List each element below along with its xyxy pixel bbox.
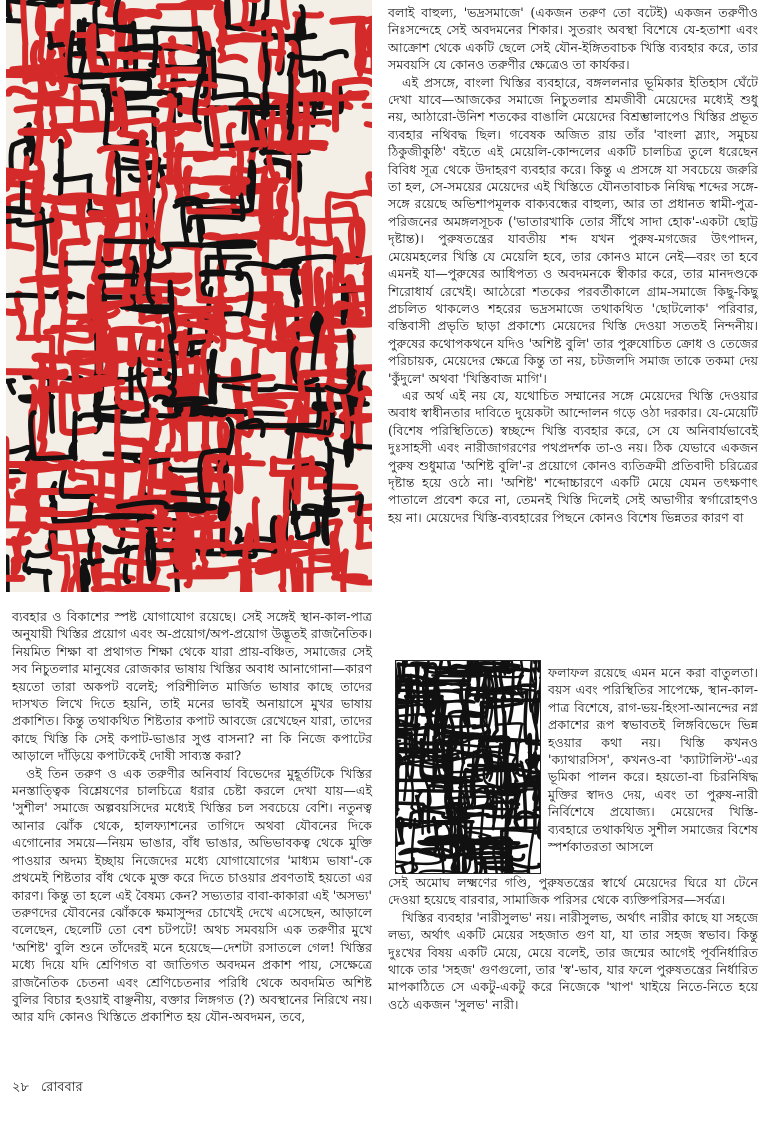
paragraph: খিস্তির ব্যবহার 'নারীসুলভ' নয়। নারীসুলভ, অর্থাৎ নারীর কাছে যা সহজে লভ্য, অর্থাৎ একটি মেয়ের সহজাত গুণ যা, যা তার সহজ স্বভাব। কিন্তু দুঃখের বিষয় একটি মেয়ে, মেয়ে বলেই, তার জন্মের আগেই পূর্বনির্ধারিত থাকে তার 'সহজ' গুণগুলো, তার 'স্ব'-ভাব, যার ফলে পুরুষতন্ত্রের নির্ধারিত মাপকাঠিতে সে একটু-একটু করে নিজেকে 'খাপ' খাইয়ে নিতে-নিতে হয়ে ওঠে একজন 'সুলভ' নারী। (388, 909, 758, 1012)
top-artwork (6, 0, 372, 592)
paragraph: ওই তিন তরুণ ও এক তরুণীর অনিবার্য বিভেদের মুহূর্তটিকে খিস্তির মনস্তাত্ত্বিক বিশ্লেষণের চালচিত্রে ধরার চেষ্টা করলে দেখা যায়—এই 'সুশীল' সমাজে অল্পবয়সিদের মধ্যেই খিস্তির চল সবচেয়ে বেশি। নতুনত্ব আনার ঝোঁক থেকে, হালফ্যাশনের তাগিদে অথবা যৌবনের দিকে এগোনোর সময়ে—নিয়ম ভাঙার, বাঁধ ভাঙার, অভিভাবকত্ব থেকে মুক্তি পাওয়ার অদম্য ইচ্ছায় নিজেদের মধ্যে যোগাযোগের 'মাধ্যম ভাষা'-কে প্রথমেই শিষ্টতার বাঁধ থেকে মুক্ত করে দিতে চাওয়ার প্রবণতাই হয়তো এর কারণ। কিন্তু তা হলে এই বৈষম্য কেন? সভ্যতার বাবা-কাকারা এই 'অসভ্য' তরুণদের যৌবনের ঝোঁককে ক্ষমাসুন্দর চোখেই দেখে এসেছেন, আড়ালে বলেছেন, ছেলেটি তো বেশ চটপটে! অথচ সমবয়সি এক তরুণীর মুখে 'অশিষ্ট' বুলি শুনে তাঁদেরই মনে হয়েছে—দেশটা রসাতলে গেল! খিস্তির মধ্যে দিয়ে যদি শ্রেণিগত বা জাতিগত অবদমন প্রকাশ পায়, সেক্ষেত্রে রাজনৈতিক চেতনা এবং শ্রেণিচেতনার পরিধি থেকে অবদমিত অশিষ্ট বুলির বিচার হওয়াই বাঞ্ছনীয়, বক্তার লিঙ্গগত (?) অবস্থানের নিরিখে নয়। আর যদি কোনও খিস্তিতে প্রকাশিত হয় যৌন-অবদমন, তবে, (12, 765, 372, 1025)
right-column-bottom (388, 874, 758, 1060)
paragraph: ফলাফল রয়েছে এমন মনে করা বাতুলতা। বয়স এবং পরিস্থিতির সাপেক্ষে, স্থান-কাল-পাত্র বিশেষে, রাগ-ভয়-হিংসা-আনন্দের নগ্ন প্রকাশের রূপ স্বভাবতই লিঙ্গবিভেদে ভিন্ন হওয়ার কথা নয়। খিস্তি কখনও 'ক্যাথারসিস', কখনও-বা 'ক্যাটালিস্ট'-এর ভূমিকা পালন করে। হয়তো-বা চিরনিষিদ্ধ মুক্তির স্বাদও দেয়, এবং তা পুরুষ-নারী নির্বিশেষে প্রযোজ্য। মেয়েদের খিস্তি-ব্যবহারে তথাকথিত সুশীল সমাজের বিশেষ স্পর্শকাতরতা আসলে (548, 665, 758, 855)
inset-artwork (395, 660, 541, 874)
paragraph: সেই অমোঘ লক্ষ্মণের গণ্ডি, পুরুষতন্ত্রের স্বার্থে মেয়েদের ঘিরে যা টেনে দেওয়া হয়েছে বারবার, সামাজিক পরিসর থেকে ব্যক্তিপরিসর—সর্বত্র। (388, 875, 758, 908)
paragraph: বলাই বাহুল্য, 'ভদ্রসমাজে' (একজন তরুণ তো বটেই) একজন তরুণীও নিঃসন্দেহে সেই অবদমনের শিকার। সুতরাং অবস্থা বিশেষে যে-হতাশা এবং আক্রোশ থেকে একটি ছেলে সেই যৌন-ইঙ্গিতবাচক খিস্তি ব্যবহার করে, তার সমবয়সি যে কোনও তরুণীর ক্ষেত্রেও তা কার্যকর। (388, 5, 758, 73)
abstract-line-painting-icon (6, 0, 372, 592)
page-number: ২৮ (12, 1080, 29, 1095)
paragraph: এই প্রসঙ্গে, বাংলা খিস্তির ব্যবহারে, বঙ্গললনার ভূমিকার ইতিহাস ঘেঁটে দেখা যাবে—আজকের সমাজে নিচুতলার শ্রমজীবী মেয়েদের মধ্যেই শুধু নয়, আঠারো-উনিশ শতকের বাঙালি মেয়েদের বিশ্রম্ভালাপেও খিস্তির প্রভূত ব্যবহার নথিবদ্ধ ছিল। গবেষক অজিত রায় তাঁর 'বাংলা স্ল্যাং, সমুচয় ঠিকুজীকুষ্ঠি' বইতে এই মেয়েলি-কোন্দলের একটি চালচিত্র তুলে ধরেছেন বিবিধ সূত্র থেকে উদাহরণ ব্যবহার করে। কিন্তু এ প্রসঙ্গে যা সবচেয়ে জরুরি তা হল, সে-সময়ের মেয়েদের এই খিস্তিতে যৌনতাবাচক নিষিদ্ধ শব্দের সঙ্গে-সঙ্গে রয়েছে অভিশাপমূলক বাক্যবন্ধের বাহুল্য, আর তা প্রধানত স্বামী-পুত্র-পরিজনের অমঙ্গলসূচক ('ভাতারখাকি তোর সীঁথে সাদা হোক'-একটা ছোট্ট দৃষ্টান্ত)। পুরুষতন্ত্রের যাবতীয় শব্দ যখন পুরুষ-মগজের উৎপাদন, মেয়েমহলের খিস্তি যে মেয়েলি হবে, তার কোনও মানে নেই—বরং তা হবে এমনই যা—পুরুষের আধিপত্য ও অবদমনকে স্বীকার করে, তার মানদণ্ডকে শিরোধার্য রেখেই। আঠেরো শতকের পরবর্তীকালে গ্রাম-সমাজে কিছু-কিছু প্রচলিত থাকলেও শহরের ভদ্রসমাজে তথাকথিত 'ছোটলোক' পরিবার, বস্তিবাসী প্রভৃতি ছাড়া প্রকাশ্যে মেয়েদের খিস্তি দেওয়া সততই নিন্দনীয়। পুরুষের কথোপকথনে যদিও 'অশিষ্ট বুলি' তার পুরুষোচিত ক্রোধ ও তেজের পরিচায়ক, মেয়েদের ক্ষেত্রে কিন্তু তা নয়, চটজলদি সমাজ তাকে তকমা দেয় 'কুঁদুলে' অথবা 'খিস্তিবাজ মাগি'। (388, 74, 758, 386)
page-footer (12, 1078, 91, 1099)
paragraph: এর অর্থ এই নয় যে, যথোচিত সম্মানের সঙ্গে মেয়েদের খিস্তি দেওয়ার অবাধ স্বাধীনতার দাবিতে দুয়েকটা আন্দোলন গড়ে ওঠা দরকার। যে-মেয়েটি (বিশেষ পরিস্থিতিতে) স্বচ্ছন্দে খিস্তি ব্যবহার করে, সে যে অনিবার্যভাবেই দুঃসাহসী এবং নারীজাগরণের পথপ্রদর্শক তা-ও নয়। ঠিক যেভাবে একজন পুরুষ শুধুমাত্র 'অশিষ্ট বুলি'-র প্রয়োগে কোনও ব্যতিক্রমী প্রতিবাদী চরিত্রের দৃষ্টান্ত হয়ে ওঠে না। 'অশিষ্ট' শব্দোচ্চারণে একটি মেয়ে যেমন তৎক্ষণাৎ পাতালে প্রবেশ করে না, তেমনই খিস্তি দিলেই সেই অভাগীর স্বর্গারোহণও হয় না। মেয়েদের খিস্তি-ব্যবহারের পিছনে কোনও বিশেষ ভিন্নতর কারণ বা (388, 387, 758, 525)
right-column-wrap (548, 664, 758, 874)
magazine-name: রোববার (41, 1080, 83, 1095)
left-column (12, 608, 372, 1060)
black-white-doodle-icon (396, 661, 540, 873)
right-column-top (388, 4, 758, 659)
paragraph: ব্যবহার ও বিকাশের স্পষ্ট যোগাযোগ রয়েছে। সেই সঙ্গেই স্থান-কাল-পাত্র অনুযায়ী খিস্তির প্রয়োগ এবং অ-প্রয়োগ/অপ-প্রয়োগ উদ্ভূতই রাজনৈতিক। নিয়মিত শিক্ষা বা প্রথাগত শিক্ষা থেকে যারা প্রায়-বঞ্চিত, সমাজের সেই সব নিচুতলার মানুষের রোজকার ভাষায় খিস্তির অবাধ আনাগোনা—কারণ হয়তো তারা অকপট বলেই; পরিশীলিত মার্জিত ভাষার কাছে তাদের দাসখত লিখে দিতে হয়নি, তাই মনের ভাবই অনায়াসে মুখর ভাষায় প্রকাশিত। কিন্তু তথাকথিত শিষ্টতার কপাট আবজে রেখেছেন যারা, তাদের কাছে খিস্তি কি সেই কপাট-ভাঙার সুপ্ত বাসনা? না কি নিজে কপাটের আড়ালে দাঁড়িয়ে কপাটকেই দোষী সাব্যস্ত করা? (12, 609, 372, 764)
